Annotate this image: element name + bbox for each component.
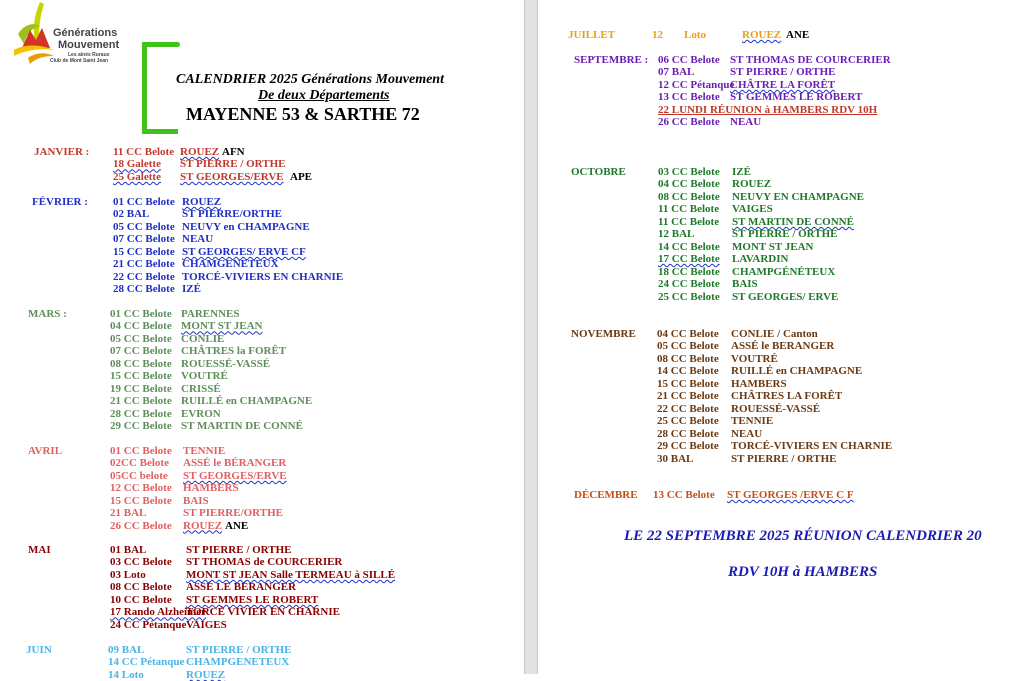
event-place: ST GEMMES LE ROBERT: [730, 91, 863, 104]
event-place: NEAU: [730, 116, 762, 129]
event-activity: 04 CC Belote: [657, 328, 719, 340]
event-place: NEUVY EN CHAMPAGNE: [732, 190, 864, 203]
juillet-row: [538, 29, 1023, 41]
event-activity: 01 CC Belote: [110, 445, 172, 457]
event-row: [0, 408, 524, 420]
event-activity: 25 Galette: [113, 170, 161, 183]
event-row: [538, 428, 1023, 440]
event-activity: 08 CC Belote: [658, 190, 720, 203]
event-row: [0, 246, 524, 258]
event-day: 12: [652, 29, 663, 41]
event-place: TENNIE: [731, 415, 774, 428]
event-row: [0, 271, 524, 283]
event-place: BAIS: [732, 278, 758, 291]
event-activity: 15 CC Belote: [657, 377, 719, 390]
event-place: TORCÉ-VIVIERS EN CHARNIE: [731, 440, 893, 453]
event-activity: 12 CC Belote: [110, 482, 172, 495]
event-place: HAMBERS: [731, 377, 787, 390]
event-activity: 05CC belote: [110, 469, 168, 482]
event-activity: 05 CC Belote: [110, 332, 172, 345]
event-row: [0, 606, 524, 618]
event-place: TORCÉ VIVIER EN CHARNIE: [186, 606, 340, 619]
event-row: [538, 328, 1023, 340]
month-label: JANVIER :: [34, 146, 90, 158]
month-label: OCTOBRE: [571, 166, 626, 178]
event-activity: 21 CC Belote: [113, 258, 175, 271]
event-row: [538, 79, 1023, 91]
event-row: [0, 594, 524, 606]
event-activity: 18 CC Belote: [658, 265, 720, 278]
event-row: [0, 158, 524, 170]
event-activity: 03 Loto: [110, 568, 146, 581]
event-row: [0, 520, 524, 532]
event-row: [0, 258, 524, 270]
event-row: [0, 221, 524, 233]
event-row: [0, 669, 524, 681]
event-place: CHAMPGÉNÉTEUX: [732, 265, 836, 278]
event-row: [538, 66, 1023, 78]
event-row: [538, 241, 1023, 253]
event-row: [538, 91, 1023, 103]
event-row: [538, 353, 1023, 365]
event-activity: 07 BAL: [658, 66, 695, 79]
event-activity: 12 BAL: [658, 228, 695, 241]
event-activity: 17 CC Belote: [658, 253, 720, 266]
event-row: [538, 453, 1023, 465]
event-place: VAIGES: [186, 618, 227, 631]
month-label: FÉVRIER :: [32, 196, 88, 208]
event-activity: 21 BAL: [110, 507, 147, 520]
event-row: [538, 278, 1023, 290]
event-place: NEUVY en CHAMPAGNE: [182, 220, 310, 233]
event-place: CONLIE / Canton: [731, 328, 818, 340]
event-place: ST PIERRE / ORTHE: [731, 452, 837, 465]
event-place: ST THOMAS DE COURCERIER: [730, 54, 891, 66]
event-place: ROUEZ: [183, 519, 223, 532]
event-place: RUILLÉ en CHAMPAGNE: [181, 395, 313, 408]
event-activity: 19 CC Belote: [110, 382, 172, 395]
event-row: [538, 104, 1023, 116]
event-activity: 14 CC Pétanque: [108, 656, 185, 669]
event-activity: 15 CC Belote: [113, 245, 175, 258]
calendar-subtitle: De deux Départements: [258, 88, 390, 103]
event-row: [538, 266, 1023, 278]
event-activity: 22 LUNDI RÉUNION à HAMBERS RDV 10H: [658, 103, 878, 116]
event-row: [0, 495, 524, 507]
event-row: [538, 365, 1023, 377]
month-label: JUILLET: [568, 29, 616, 41]
event-row: [538, 216, 1023, 228]
event-row: [0, 171, 524, 183]
event-place: LAVARDIN: [732, 253, 789, 266]
reunion-line1: LE 22 SEPTEMBRE 2025 RÉUNION CALENDRIER 20: [624, 528, 982, 544]
generations-mouvement-logo: [10, 0, 120, 70]
event-activity: 03 CC Belote: [658, 166, 720, 178]
event-row: [538, 440, 1023, 452]
event-place: TORCÉ-VIVIERS EN CHARNIE: [182, 270, 344, 283]
right-page: [538, 0, 1023, 674]
event-place: RUILLÉ en CHAMPAGNE: [731, 365, 863, 378]
month-label: MARS :: [28, 308, 67, 320]
event-place: ST GEMMES LE ROBERT: [186, 593, 319, 606]
logo-club: Club de Mont Saint Jean: [50, 58, 109, 64]
event-row: [0, 333, 524, 345]
event-place: CHÂTRE LA FORÊT: [730, 78, 836, 91]
event-row: [0, 569, 524, 581]
event-place: EVRON: [181, 407, 221, 420]
event-activity: 14 CC Belote: [658, 240, 720, 253]
event-place: CHÂTRES LA FORÊT: [731, 390, 843, 403]
month-label: NOVEMBRE: [571, 328, 636, 340]
event-activity: 08 CC Belote: [110, 581, 172, 594]
event-place: NEAU: [731, 427, 763, 440]
event-organizer: AFN: [222, 146, 245, 158]
event-place: TENNIE: [183, 445, 226, 457]
event-activity: 28 CC Belote: [113, 283, 175, 296]
logo-name2: Mouvement: [58, 39, 120, 51]
event-row: [0, 619, 524, 631]
event-row: [538, 203, 1023, 215]
event-activity: 14 CC Belote: [657, 365, 719, 378]
event-activity: 26 CC Belote: [658, 116, 720, 129]
event-activity: 24 CC Belote: [658, 278, 720, 291]
event-activity: 11 CC Belote: [658, 215, 720, 228]
event-place: ST PIERRE / ORTHE: [186, 544, 292, 556]
event-place: ST PIERRE / ORTHE: [180, 158, 286, 171]
event-activity: 25 CC Belote: [658, 290, 720, 303]
event-row: [0, 370, 524, 382]
event-activity: 17 Rando Alzheimer: [110, 606, 206, 619]
event-place: ST MARTIN DE CONNÉ: [732, 215, 854, 228]
event-activity: 01 CC Belote: [110, 308, 172, 320]
green-bracket-tail: [172, 42, 180, 47]
departments-title: MAYENNE 53 & SARTHE 72: [186, 104, 420, 124]
event-activity: 21 CC Belote: [110, 395, 172, 408]
event-activity: 28 CC Belote: [110, 407, 172, 420]
event-activity: 28 CC Belote: [657, 427, 719, 440]
month-label: MAI: [28, 544, 51, 556]
event-activity: 06 CC Belote: [658, 54, 720, 66]
event-place: CHÂTRES la FORÊT: [181, 345, 287, 358]
event-place: ROUEZ: [742, 29, 782, 41]
event-place: ST PIERRE/ORTHE: [182, 208, 282, 221]
event-activity: 15 CC Belote: [110, 370, 172, 383]
event-place: ST THOMAS de COURCERIER: [186, 556, 343, 569]
event-row: [0, 644, 524, 656]
reunion-line2: RDV 10H à HAMBERS: [728, 564, 878, 580]
page-gutter: [524, 0, 538, 674]
event-activity: 08 CC Belote: [657, 352, 719, 365]
event-row: [538, 178, 1023, 190]
event-place: ROUESSÉ-VASSÉ: [731, 402, 821, 415]
event-place: ASSÉ le BÉRANGER: [183, 457, 287, 470]
event-activity: 03 CC Belote: [110, 556, 172, 569]
event-activity: 26 CC Belote: [110, 519, 172, 532]
event-activity: 07 CC Belote: [110, 345, 172, 358]
event-organizer: ANE: [225, 519, 249, 532]
event-place: ST GEORGES/ ERVE CF: [182, 245, 306, 258]
event-activity: 14 Loto: [108, 668, 144, 681]
event-row: [0, 581, 524, 593]
event-row: [538, 166, 1023, 178]
event-row: [538, 415, 1023, 427]
decembre-row: [538, 489, 1023, 501]
event-place: MONT ST JEAN: [181, 320, 263, 333]
event-place: ST GEORGES /ERVE C F: [727, 489, 854, 501]
event-activity: 25 CC Belote: [657, 415, 719, 428]
event-place: ST PIERRE / ORTHE: [730, 66, 836, 79]
event-activity: 08 CC Belote: [110, 357, 172, 370]
event-place: VAIGES: [732, 203, 773, 216]
event-place: MONT ST JEAN Salle TERMEAU à SILLÉ: [186, 568, 396, 581]
event-row: [0, 208, 524, 220]
event-row: [538, 291, 1023, 303]
event-activity: 29 CC Belote: [110, 420, 172, 433]
month-label: DÉCEMBRE: [574, 489, 638, 501]
event-row: [0, 656, 524, 668]
event-place: ASSÉ LE BÉRANGER: [186, 581, 297, 594]
event-place: BAIS: [183, 494, 209, 507]
event-place: ROUEZ: [732, 178, 772, 191]
event-activity: 04 CC Belote: [110, 320, 172, 333]
event-row: [0, 395, 524, 407]
month-label: AVRIL: [28, 445, 63, 457]
event-place: ST GEORGES/ ERVE: [732, 290, 839, 303]
event-activity: 01 CC Belote: [113, 196, 175, 208]
event-activity: 04 CC Belote: [658, 178, 720, 191]
event-row: [0, 457, 524, 469]
event-row: [538, 253, 1023, 265]
event-organizer: ANE: [786, 29, 810, 41]
event-row: [0, 196, 524, 208]
event-row: [538, 378, 1023, 390]
event-activity: 02CC Belote: [110, 457, 169, 470]
event-activity: 05 CC Belote: [113, 220, 175, 233]
event-place: ST PIERRE / ORTHE: [732, 228, 838, 241]
event-place: ROUEZ: [180, 146, 220, 158]
event-row: [0, 308, 524, 320]
event-activity: 02 BAL: [113, 208, 150, 221]
event-activity: 30 BAL: [657, 452, 694, 465]
event-row: [538, 403, 1023, 415]
event-row: [0, 482, 524, 494]
event-row: [0, 146, 524, 158]
event-place: CRISSÉ: [181, 382, 221, 395]
event-place: CHAMPGENETEUX: [186, 656, 290, 669]
event-activity: 01 BAL: [110, 544, 147, 556]
event-activity: 21 CC Belote: [657, 390, 719, 403]
event-activity: 10 CC Belote: [110, 593, 172, 606]
event-activity: 07 CC Belote: [113, 233, 175, 246]
event-row: [0, 383, 524, 395]
event-place: NEAU: [182, 233, 214, 246]
event-place: ROUEZ: [182, 196, 222, 208]
event-activity: 13 CC Belote: [658, 91, 720, 104]
event-row: [0, 420, 524, 432]
event-activity: 22 CC Belote: [657, 402, 719, 415]
event-place: CHAMGENETEUX: [182, 258, 279, 271]
event-place: VOUTRÉ: [731, 352, 778, 365]
event-activity: Loto: [684, 29, 706, 41]
green-bracket: [142, 42, 178, 134]
event-row: [538, 228, 1023, 240]
event-row: [0, 507, 524, 519]
event-activity: 13 CC Belote: [653, 489, 715, 501]
event-activity: 18 Galette: [113, 158, 161, 171]
event-activity: 29 CC Belote: [657, 440, 719, 453]
event-place: ST GEORGES/ERVE: [183, 469, 287, 482]
event-activity: 09 BAL: [108, 644, 145, 656]
event-row: [538, 390, 1023, 402]
event-place: ST MARTIN DE CONNÉ: [181, 420, 303, 433]
event-row: [0, 544, 524, 556]
event-place: ROUEZ: [186, 668, 226, 681]
event-row: [0, 470, 524, 482]
event-activity: 12 CC Pétanque: [658, 78, 735, 91]
event-place: HAMBERS: [183, 482, 239, 495]
event-place: PARENNES: [181, 308, 240, 320]
event-row: [0, 556, 524, 568]
event-row: [0, 445, 524, 457]
event-place: ASSÉ le BERANGER: [731, 340, 835, 353]
event-row: [0, 283, 524, 295]
event-row: [538, 191, 1023, 203]
event-place: VOUTRÉ: [181, 370, 228, 383]
event-activity: 05 CC Belote: [657, 340, 719, 353]
event-row: [538, 54, 1023, 66]
event-row: [0, 320, 524, 332]
event-row: [538, 340, 1023, 352]
event-row: [0, 345, 524, 357]
event-organizer: APE: [290, 170, 312, 183]
event-activity: 22 CC Belote: [113, 270, 175, 283]
event-place: ROUESSÉ-VASSÉ: [181, 357, 271, 370]
event-activity: 11 CC Belote: [113, 146, 175, 158]
calendar-title: CALENDRIER 2025 Générations Mouvement: [176, 72, 444, 87]
event-place: ST GEORGES/ERVE: [180, 170, 284, 183]
event-place: MONT ST JEAN: [732, 240, 814, 253]
event-row: [0, 233, 524, 245]
event-place: IZÉ: [732, 166, 751, 178]
event-row: [538, 116, 1023, 128]
month-label: SEPTEMBRE :: [574, 54, 649, 66]
logo-name: Générations: [53, 27, 118, 39]
event-place: CONLIE: [181, 332, 225, 345]
event-activity: 15 CC Belote: [110, 494, 172, 507]
event-activity: 24 CC Pétanque: [110, 618, 187, 631]
event-activity: 11 CC Belote: [658, 203, 720, 216]
month-label: JUIN: [26, 644, 52, 656]
event-place: ST PIERRE / ORTHE: [186, 644, 292, 656]
logo-tagline: Les aînés Ruraux: [68, 52, 110, 58]
event-place: ST PIERRE/ORTHE: [183, 507, 283, 520]
event-row: [0, 358, 524, 370]
event-place: IZÉ: [182, 283, 201, 296]
